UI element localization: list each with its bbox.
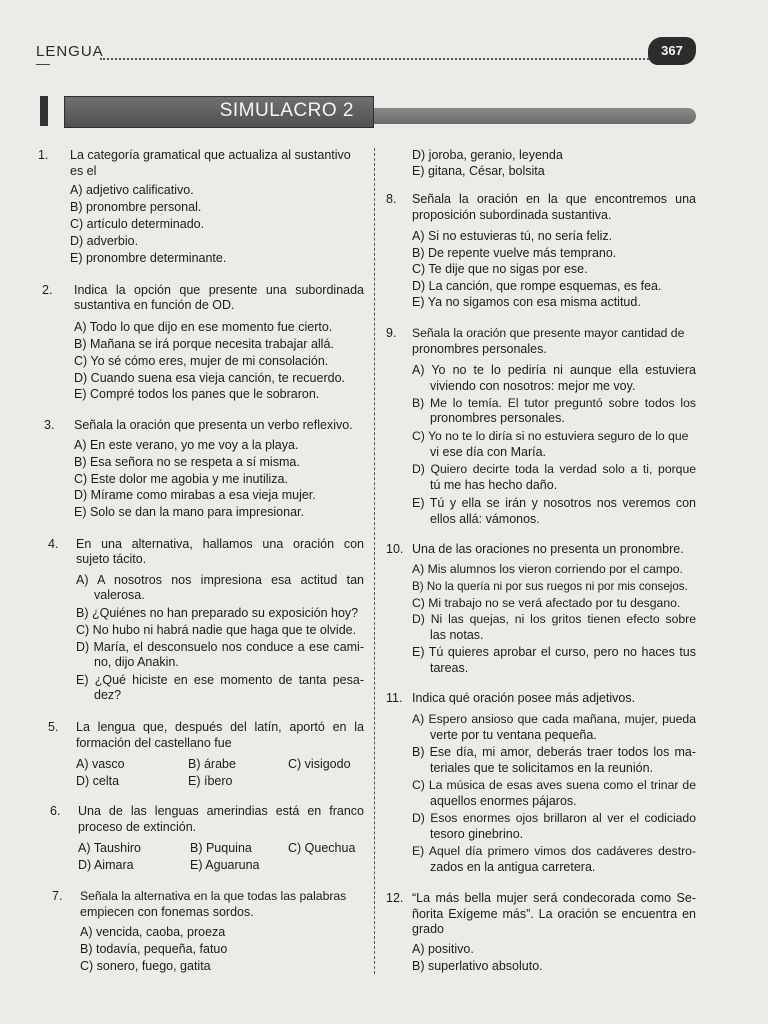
answer-option[interactable]: E) Compré todos los panes que le sobraron. [74, 387, 320, 401]
answer-option[interactable]: A) Yo no te lo pediría ni aunque ella estuviera [412, 363, 696, 377]
question-number: 6. [50, 804, 61, 818]
banner-bar [374, 108, 696, 124]
answer-option[interactable]: C) La música de esas aves suena como el trinar de [412, 778, 696, 792]
answer-option-continued: vi ese día con María. [430, 445, 547, 459]
question-stem: Una de las oraciones no presenta un pronombre. [412, 542, 684, 556]
answer-option[interactable]: E) Aguaruna [190, 858, 260, 872]
question-stem: proceso de extinción. [78, 820, 197, 834]
answer-option[interactable]: A) A nosotros nos impresiona esa actitud tan [76, 573, 364, 587]
question-stem: En una alternativa, hallamos una oración con [76, 537, 364, 551]
answer-option-continued: aquellos enormes pájaros. [430, 794, 577, 808]
answer-option[interactable]: B) árabe [188, 757, 236, 771]
question-stem: La categoría gramatical que actualiza al sustantivo [70, 148, 351, 162]
answer-option[interactable]: B) todavía, pequeña, fatuo [80, 942, 228, 956]
section-title: SIMULACRO 2 [219, 100, 354, 121]
question-number: 5. [48, 720, 59, 734]
answer-option[interactable]: E) pronombre determinante. [70, 251, 227, 265]
question-stem: formación del castellano fue [76, 736, 232, 750]
answer-option[interactable]: D) María, el desconsuelo nos conduce a ese cami- [76, 640, 364, 654]
answer-option[interactable]: C) No hubo ni habrá nadie que haga que te olvide. [76, 623, 357, 637]
answer-option[interactable]: E) Ya no sigamos con esa misma actitud. [412, 295, 641, 309]
answer-option-continued: teriales que te solicitamos en la reunión. [430, 761, 654, 775]
column-divider [374, 148, 375, 974]
header-underline [36, 64, 50, 65]
answer-option-continued: pronombres personales. [430, 411, 565, 425]
question-stem: Señala la oración en la que encontremos una [412, 192, 696, 206]
answer-option[interactable]: D) Cuando suena esa vieja canción, te recuerdo. [74, 371, 345, 385]
answer-option[interactable]: C) Quechua [288, 841, 356, 855]
answer-option[interactable]: C) sonero, fuego, gatita [80, 959, 211, 973]
question-stem: “La más bella mujer será condecorada como Se- [412, 891, 696, 905]
answer-option-continued: las notas. [430, 628, 484, 642]
answer-option[interactable]: C) visigodo [288, 757, 351, 771]
answer-option[interactable]: A) vasco [76, 757, 125, 771]
answer-option[interactable]: E) Tú y ella se irán y nosotros nos veremos con [412, 496, 696, 510]
answer-option[interactable]: A) Taushiro [78, 841, 141, 855]
answer-option-continued: verte por tu ventana pequeña. [430, 728, 597, 742]
question-number: 9. [386, 326, 397, 340]
answer-option[interactable]: E) Tú quieres aprobar el curso, pero no haces tus [412, 645, 696, 659]
question-stem: pronombres personales. [412, 342, 547, 356]
answer-option[interactable]: B) Me lo temía. El tutor preguntó sobre todos los [412, 396, 696, 410]
question-stem: Una de las lenguas amerindias está en franco [78, 804, 364, 818]
answer-option[interactable]: A) adjetivo calificativo. [70, 183, 194, 197]
question-stem: empiecen con fonemas sordos. [80, 905, 254, 919]
question-number: 2. [42, 283, 53, 297]
answer-option[interactable]: B) Mañana se irá porque necesita trabajar allá. [74, 337, 334, 351]
answer-option[interactable]: E) Solo se dan la mano para impresionar. [74, 505, 304, 519]
question-number: 1. [38, 148, 49, 162]
answer-option[interactable]: B) pronombre personal. [70, 200, 202, 214]
answer-option[interactable]: D) joroba, geranio, leyenda [412, 148, 563, 162]
header-dotted-rule [100, 58, 652, 60]
answer-option[interactable]: A) vencida, caoba, proeza [80, 925, 226, 939]
answer-option[interactable]: A) Si no estuvieras tú, no sería feliz. [412, 229, 613, 243]
answer-option[interactable]: C) Mi trabajo no se verá afectado por tu desgano. [412, 596, 681, 610]
question-stem: ñorita Exígeme más”. La oración se encuentra en [412, 907, 696, 921]
answer-option[interactable]: D) adverbio. [70, 234, 139, 248]
question-stem: La lengua que, después del latín, aportó en la [76, 720, 364, 734]
answer-option[interactable]: D) Esos enormes ojos brillaron al ver el codiciado [412, 811, 696, 825]
question-stem: Indica qué oración posee más adjetivos. [412, 691, 636, 705]
subject-header: LENGUA [36, 43, 104, 60]
answer-option[interactable]: E) íbero [188, 774, 233, 788]
answer-option[interactable]: C) Yo no te lo diría si no estuviera seguro de lo que [412, 429, 689, 443]
answer-option-continued: zados en la antigua carretera. [430, 860, 596, 874]
answer-option[interactable]: A) En este verano, yo me voy a la playa. [74, 438, 299, 452]
question-number: 3. [44, 418, 55, 432]
answer-option[interactable]: E) ¿Qué hiciste en ese momento de tanta pesa- [76, 673, 364, 687]
answer-option[interactable]: B) Ese día, mi amor, deberás traer todos los ma- [412, 745, 696, 759]
question-stem: sustantiva en función de OD. [74, 298, 235, 312]
answer-option-continued: tesoro ginebrino. [430, 827, 524, 841]
question-number: 10. [386, 542, 404, 556]
answer-option[interactable]: E) gitana, César, bolsita [412, 164, 545, 178]
question-stem: grado [412, 922, 444, 936]
answer-option[interactable]: B) superlativo absoluto. [412, 959, 543, 973]
page-number-badge: 367 [648, 37, 696, 65]
answer-option[interactable]: A) positivo. [412, 942, 474, 956]
answer-option[interactable]: C) artículo determinado. [70, 217, 205, 231]
question-number: 11. [386, 691, 403, 705]
answer-option[interactable]: A) Espero ansioso que cada mañana, mujer, pueda [412, 712, 696, 726]
question-stem: Señala la alternativa en la que todas las palabras [80, 889, 347, 903]
question-stem: Señala la oración que presenta un verbo reflexivo. [74, 418, 353, 432]
answer-option[interactable]: A) Mis alumnos los vieron corriendo por el campo. [412, 562, 683, 576]
question-stem: Señala la oración que presente mayor cantidad de [412, 326, 685, 340]
banner-left-tab [40, 96, 48, 126]
answer-option[interactable]: C) Te dije que no sigas por ese. [412, 262, 588, 276]
answer-option[interactable]: B) De repente vuelve más temprano. [412, 246, 617, 260]
answer-option-continued: valerosa. [94, 588, 145, 602]
question-stem: sujeto tácito. [76, 552, 147, 566]
answer-option[interactable]: A) Todo lo que dijo en ese momento fue cierto. [74, 320, 333, 334]
answer-option[interactable]: D) celta [76, 774, 120, 788]
answer-option[interactable]: B) Esa señora no se respeta a sí misma. [74, 455, 300, 469]
answer-option[interactable]: E) Aquel día primero vimos dos cadáveres destro- [412, 844, 696, 858]
answer-option[interactable]: D) Quiero decirte toda la verdad solo a ti, porque [412, 462, 696, 476]
question-number: 8. [386, 192, 397, 206]
answer-option-continued: no, dijo Anakin. [94, 655, 179, 669]
answer-option-continued: tareas. [430, 661, 469, 675]
answer-option-continued: viviendo con nosotros: mejor me voy. [430, 379, 636, 393]
answer-option-continued: tú me has hecho daño. [430, 478, 558, 492]
question-number: 7. [52, 889, 63, 903]
answer-option[interactable]: C) Yo sé cómo eres, mujer de mi consolación. [74, 354, 329, 368]
question-stem: Indica la opción que presente una subordinada [74, 283, 364, 297]
answer-option[interactable]: D) Ni las quejas, ni los gritos tienen efecto sobre [412, 612, 696, 626]
answer-option-continued: ellos allá: vámonos. [430, 512, 540, 526]
answer-option[interactable]: D) Mírame como mirabas a esa vieja mujer. [74, 488, 316, 502]
question-number: 12. [386, 891, 404, 905]
answer-option[interactable]: D) La canción, que rompe esquemas, es fea. [412, 279, 662, 293]
answer-option-continued: dez? [94, 688, 122, 702]
answer-option[interactable]: B) ¿Quiénes no han preparado su exposición hoy? [76, 606, 359, 620]
answer-option[interactable]: C) Este dolor me agobia y me inutiliza. [74, 472, 288, 486]
answer-option[interactable]: B) Puquina [190, 841, 252, 855]
answer-option[interactable]: B) No la quería ni por sus ruegos ni por mis consejos. [412, 580, 688, 593]
question-number: 4. [48, 537, 59, 551]
question-stem: proposición subordinada sustantiva. [412, 208, 612, 222]
answer-option[interactable]: D) Aimara [78, 858, 134, 872]
question-stem: es el [70, 164, 97, 178]
